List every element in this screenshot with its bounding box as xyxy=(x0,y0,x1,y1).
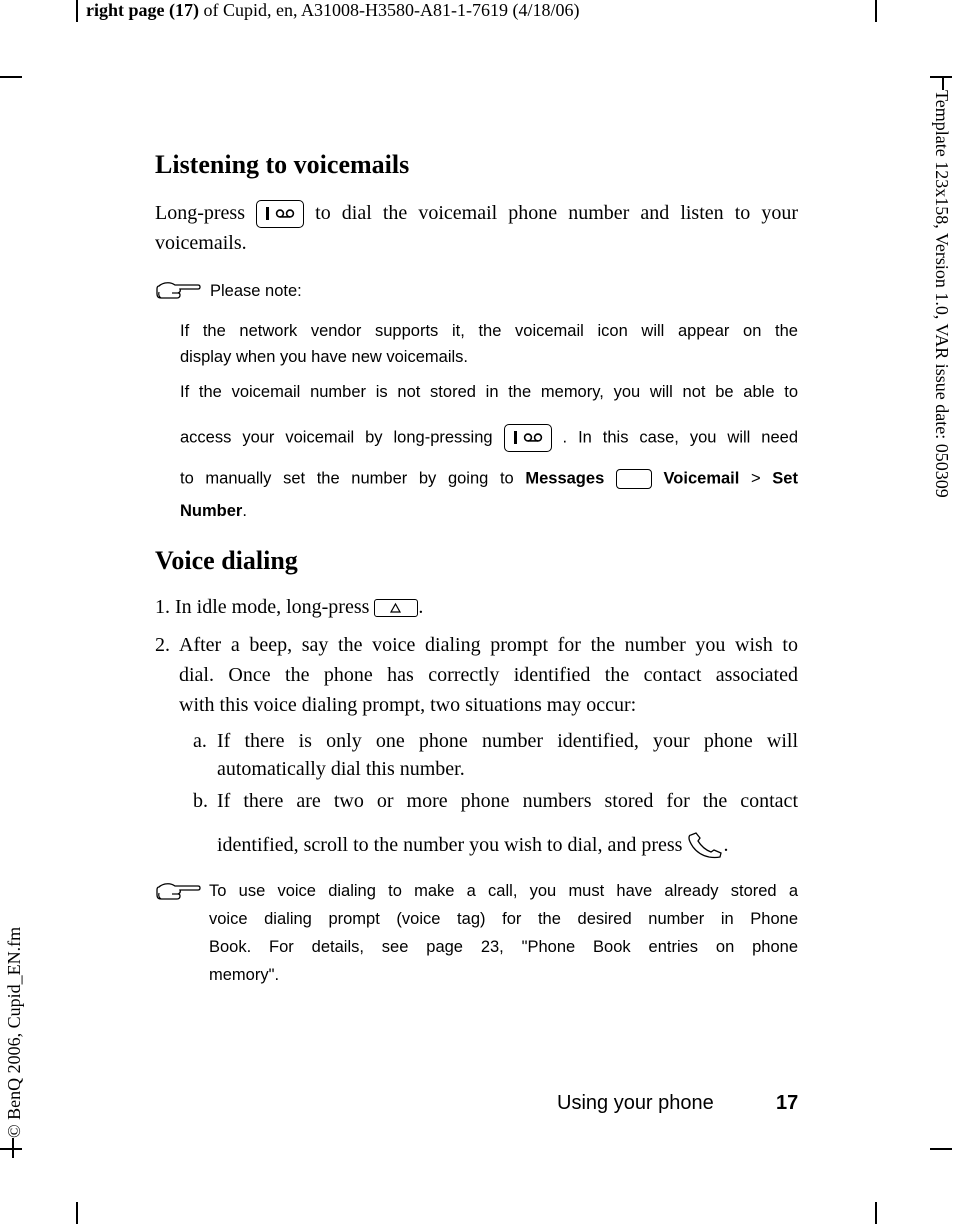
crop-mark xyxy=(76,1202,78,1224)
sub-a-line2: automatically dial this number. xyxy=(217,758,465,780)
step-2-line1: After a beep, say the voice dialing prompt for the number you wish to xyxy=(179,634,798,656)
note-paragraph-1-end: display when you have new voicemails. xyxy=(180,348,468,366)
tip-line3: Book. For details, see page 23, "Phone Book entries on phone xyxy=(209,938,798,956)
crop-mark xyxy=(0,76,22,78)
sub-a-label: a. xyxy=(193,730,207,752)
note-paragraph-2-line2: access your voicemail by long-pressing . In this case, you will need xyxy=(180,424,798,452)
side-rule xyxy=(12,1138,14,1158)
crop-mark xyxy=(0,1148,22,1150)
menu-key-icon xyxy=(616,469,652,489)
template-info: Template 123x158, Version 1.0, VAR issue date: 050309 xyxy=(932,90,952,498)
tip-line4: memory". xyxy=(209,966,280,984)
step-2-num: 2. xyxy=(155,634,170,656)
page-number: 17 xyxy=(776,1092,799,1114)
tip-line2: voice dialing prompt (voice tag) for the desired number in Phone xyxy=(209,910,798,928)
note-paragraph-2-line4: Number. xyxy=(180,502,247,520)
header-bold-label: right page (17) xyxy=(86,0,199,20)
header-label: of Cupid, en, A31008-H3580-A81-1-7619 (4/18/06) xyxy=(198,0,580,20)
note-label: Please note: xyxy=(210,282,302,300)
crop-mark xyxy=(930,1148,952,1150)
voicemail-key-icon xyxy=(256,200,304,228)
voice-key-icon xyxy=(374,599,418,617)
step-1: 1. In idle mode, long-press . xyxy=(155,596,424,618)
crop-mark xyxy=(875,0,877,22)
crop-mark xyxy=(875,1202,877,1224)
page-header xyxy=(86,0,579,20)
menu-messages: Messages xyxy=(525,469,605,488)
section-title: Listening to voicemails xyxy=(155,150,410,179)
sub-b-line1: If there are two or more phone numbers stored for the contact xyxy=(217,790,798,812)
call-key-icon xyxy=(687,831,723,861)
note-paragraph-2: If the voicemail number is not stored in the memory, you will not be able to xyxy=(180,383,798,401)
crop-mark xyxy=(930,76,952,78)
copyright-info: © BenQ 2006, Cupid_EN.fm xyxy=(4,926,24,1138)
footer-section-name: Using your phone xyxy=(557,1092,714,1114)
pointing-hand-icon xyxy=(155,881,201,903)
voicemail-key-icon xyxy=(504,424,552,452)
side-rule xyxy=(942,76,944,90)
crop-mark xyxy=(76,0,78,22)
voicemail-intro-line2: voicemails. xyxy=(155,232,247,254)
tip-line1: To use voice dialing to make a call, you must have already stored a xyxy=(209,882,798,900)
step-2-line2: dial. Once the phone has correctly identified the contact associated xyxy=(179,664,798,686)
pointing-hand-icon xyxy=(155,280,201,302)
voicemail-intro-line: Long-press to dial the voicemail phone number and listen to your xyxy=(155,198,798,228)
sub-b-line2: identified, scroll to the number you wish to dial, and press . xyxy=(217,830,728,861)
sub-b-label: b. xyxy=(193,790,208,812)
note-paragraph-2-line3: to manually set the number by going to Messages Voicemail > Set xyxy=(180,469,798,488)
sub-a-line1: If there is only one phone number identified, your phone will xyxy=(217,730,798,752)
section-title: Voice dialing xyxy=(155,546,298,575)
menu-set: Set xyxy=(772,469,798,488)
step-2-line3: with this voice dialing prompt, two situations may occur: xyxy=(179,694,637,716)
note-paragraph-1: If the network vendor supports it, the voicemail icon will appear on the xyxy=(180,322,798,340)
menu-number: Number xyxy=(180,502,243,520)
menu-voicemail: Voicemail xyxy=(663,469,740,488)
